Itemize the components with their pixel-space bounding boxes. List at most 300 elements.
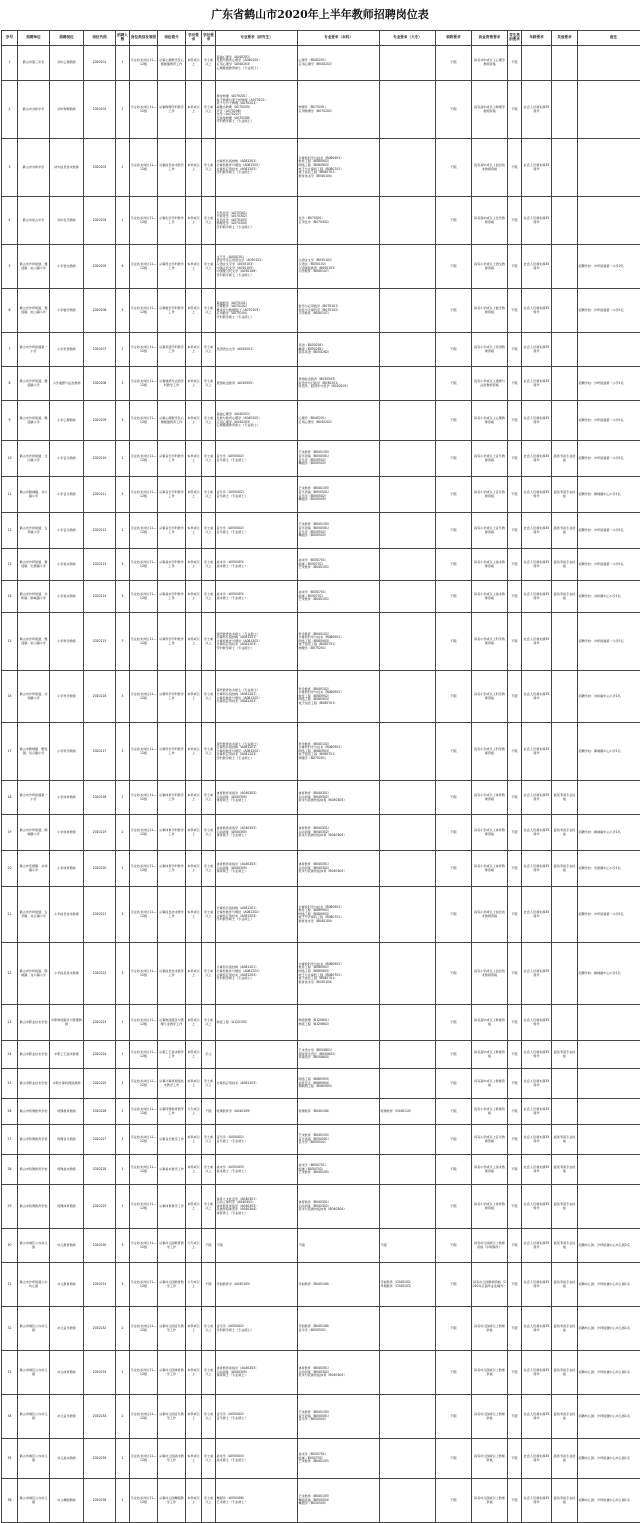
table-cell: 2020222 <box>84 943 116 1005</box>
table-cell: 不限 <box>298 1229 380 1263</box>
table-cell: 社会人员须未满35周岁 <box>522 581 552 613</box>
table-cell: 本科或以上 <box>186 1307 202 1351</box>
table-cell <box>380 1395 436 1439</box>
table-cell: 从事物流服务与管理专业教学工作 <box>158 1005 186 1041</box>
table-cell: 鹤山市沙坪街道公办幼儿园 <box>18 1263 50 1307</box>
table-cell: 专业技术岗位11—12级 <box>130 441 158 477</box>
table-cell: 学士或以上 <box>202 477 216 513</box>
table-cell: 学士或以上 <box>202 46 216 81</box>
table-cell: 21 <box>2 887 18 943</box>
table-cell <box>380 1155 436 1185</box>
table-cell: 本科或以上 <box>186 1125 202 1155</box>
table-cell: 2020209 <box>84 401 116 441</box>
table-cell: 2020208 <box>84 367 116 401</box>
table-row <box>2 289 640 333</box>
table-cell: 面试考查专业技能 <box>552 1479 578 1523</box>
table-cell: 专业技术岗位11—12级 <box>130 1229 158 1263</box>
table-cell: 不限 <box>508 401 522 441</box>
table-cell <box>552 1099 578 1125</box>
table-cell: 小学科学教师 <box>50 613 84 671</box>
table-cell: 专业技术岗位11—12级 <box>130 513 158 549</box>
table-cell: 不限 <box>436 81 472 139</box>
table-cell: 具有小学或以上英语教师资格 <box>472 333 508 367</box>
table-cell: 现代教育技术硕士（专业硕士） 计算机系统结构（A081201） 计算机软件与理论（A081202） 计算机应用技术（A081203） 学科教学硕士（专业硕士） <box>216 613 298 671</box>
table-cell: 3 <box>116 549 130 581</box>
table-cell: 不限 <box>436 671 472 723</box>
table-cell: 专业技术岗位11—12级 <box>130 1395 158 1439</box>
table-cell: 学士或以上 <box>202 549 216 581</box>
table-cell: 从事美术学科教学工作 <box>158 549 186 581</box>
table-cell: 本科或以上 <box>186 333 202 367</box>
table-cell: 专业技术岗位11—12级 <box>130 1155 158 1185</box>
table-cell: 专业技术岗位11—12级 <box>130 1041 158 1069</box>
table-cell: 3 <box>116 367 130 401</box>
table-cell <box>380 245 436 289</box>
table-cell: 鹤山市沙坪街道第一小学 <box>18 333 50 367</box>
table-cell: 2020205 <box>84 245 116 289</box>
table-cell: 鹤山市职业技术学校 <box>18 1041 50 1069</box>
table-cell: 具有小学或以上数学教师资格 <box>472 289 508 333</box>
table-cell: 从事体育学科教学工作 <box>158 851 186 887</box>
table-cell: 初中物理教师 <box>50 81 84 139</box>
table-cell: 鹤山市职业技术学校 <box>18 1069 50 1099</box>
table-cell: 具有高中或以上信息技术教师资格 <box>472 139 508 197</box>
table-cell: 不限 <box>436 851 472 887</box>
table-cell: 体育教育训练学（A040303） 运动训练（A040305） 体育硕士（专业硕士） <box>216 781 298 815</box>
table-cell: 社会人员须未满35周岁 <box>522 549 552 581</box>
table-cell: 2020233 <box>84 1351 116 1395</box>
page-title: 广东省鹤山市2020年上半年教师招聘岗位表 <box>1 0 639 30</box>
table-cell: 1 <box>116 139 130 197</box>
table-cell: 2020216 <box>84 671 116 723</box>
table-cell: 科学教育（B040102） 计算机科学与技术（B080901） 网络工程（B080903） 电子信息工程（B080701） 物理学（B070201） <box>298 613 380 671</box>
table-cell: 专业技术岗位11—12级 <box>130 943 158 1005</box>
table-row <box>2 367 640 401</box>
table-cell: 从事体育教学工作 <box>158 1185 186 1229</box>
table-cell: 学士或以上 <box>202 943 216 1005</box>
table-cell: 1 <box>116 46 130 81</box>
table-cell: 2020213 <box>84 549 116 581</box>
table-cell <box>578 46 640 81</box>
table-cell: 心理学（B040201） 应用心理学（B040202） <box>298 401 380 441</box>
table-cell: 面试考查专业技能 <box>552 1041 578 1069</box>
table-cell: 社会人员须未满35周岁 <box>522 1041 552 1069</box>
table-cell: 鹤山市沙坪街道、龙口镇小学 <box>18 441 50 477</box>
table-cell: 从事道德与法治学科教学工作 <box>158 367 186 401</box>
table-cell: 不限 <box>436 367 472 401</box>
table-cell: 从事美术教学工作 <box>158 1155 186 1185</box>
table-cell: 从事体育学科教学工作 <box>158 815 186 851</box>
table-row <box>2 1099 640 1125</box>
table-cell: 17 <box>2 723 18 781</box>
table-cell: 学士或以上 <box>202 1439 216 1479</box>
table-cell: 具有小学或以上科学教师资格 <box>472 613 508 671</box>
recruitment-table <box>1 30 640 1523</box>
table-cell: 2020223 <box>84 1005 116 1041</box>
table-cell: 具有小学或以上信息技术教师资格 <box>472 887 508 943</box>
table-cell: 2020207 <box>84 333 116 367</box>
table-cell: 2020229 <box>84 1185 116 1229</box>
table-cell: 本科或以上 <box>186 581 202 613</box>
table-cell: 1 <box>116 1041 130 1069</box>
table-cell: 招聘学校：沙坪街道第一小学1名 <box>578 289 640 333</box>
table-cell: 科学教育（B040102） 计算机科学与技术（B080901） 软件工程（B080902） 网络工程（B080903） 电子信息工程（B080701） <box>298 671 380 723</box>
table-cell: 不限 <box>508 367 522 401</box>
table-row <box>2 1005 640 1041</box>
table-cell: 鹤山市沙坪街道、古劳镇、双合镇小学 <box>18 887 50 943</box>
table-cell: 3 <box>2 139 18 197</box>
table-row <box>2 613 640 671</box>
table-cell: 专业技术岗位11—12级 <box>130 1185 158 1229</box>
table-cell: 专业技术岗位11—12级 <box>130 781 158 815</box>
table-cell: 不限 <box>508 1125 522 1155</box>
table-cell: 社会人员须未满35周岁 <box>522 1069 552 1099</box>
table-cell: 小学体育教师 <box>50 815 84 851</box>
table-cell: 13 <box>2 549 18 581</box>
table-cell: 鹤山市宅梧镇、共和镇小学 <box>18 851 50 887</box>
table-cell: 23 <box>2 1005 18 1041</box>
table-cell: 从事数学学科教学工作 <box>158 289 186 333</box>
table-cell <box>380 1351 436 1395</box>
table-cell <box>380 139 436 197</box>
table-cell: 本科或以上 <box>186 1351 202 1395</box>
table-cell: 本科或以上 <box>186 1041 202 1069</box>
table-cell: 专业技术岗位11—12级 <box>130 851 158 887</box>
table-cell: 专业技术岗位11—12级 <box>130 723 158 781</box>
table-cell: 招聘学校：沙坪街道第一小学1名 <box>578 367 640 401</box>
table-cell: 从事幼儿园音乐教学工作 <box>158 1307 186 1351</box>
table-cell: 从事幼儿园教育教学工作 <box>158 1229 186 1263</box>
table-cell <box>380 723 436 781</box>
table-cell: 从事信息技术教学工作 <box>158 887 186 943</box>
table-cell: 1 <box>116 1125 130 1155</box>
table-cell: 体育教育（B040301） 运动训练（B040302） 武术与民族传统体育（B040304） <box>298 851 380 887</box>
table-cell: 美术学（A050403） 美术硕士（专业硕士） <box>216 581 298 613</box>
table-cell: 学士或以上 <box>202 1155 216 1185</box>
table-cell: 1 <box>2 46 18 81</box>
table-cell: 2020201 <box>84 46 116 81</box>
table-cell: 具有小学或以上体育教师资格 <box>472 781 508 815</box>
table-cell: 小学道德与法治教师 <box>50 367 84 401</box>
table-cell: 具有小学或以上体育教师资格 <box>472 815 508 851</box>
table-cell: 35 <box>2 1439 18 1479</box>
table-cell: 不限 <box>508 887 522 943</box>
table-cell: 不限 <box>436 197 472 245</box>
table-cell: 幼儿音乐教师 <box>50 1395 84 1439</box>
table-cell: 5 <box>2 245 18 289</box>
table-cell <box>552 613 578 671</box>
table-cell: 学士或以上 <box>202 1395 216 1439</box>
table-cell: 具有小学或以上体育教师资格 <box>472 851 508 887</box>
table-cell <box>380 581 436 613</box>
column-header: 专业要求（研究生） <box>216 31 298 46</box>
table-cell: 专业技术岗位11—12级 <box>130 1263 158 1307</box>
table-cell: 3 <box>116 1263 130 1307</box>
table-cell: 鹤山市城区公办幼儿园 <box>18 1229 50 1263</box>
table-cell: 不限 <box>508 477 522 513</box>
table-cell: 面试考查专业技能 <box>552 1229 578 1263</box>
table-cell: 鹤山市特殊教育学校 <box>18 1125 50 1155</box>
table-cell: 本科或以上 <box>186 139 202 197</box>
table-cell <box>552 723 578 781</box>
table-cell <box>552 289 578 333</box>
table-cell: 27 <box>2 1125 18 1155</box>
table-cell: 不限 <box>202 1099 216 1125</box>
table-cell <box>380 1005 436 1041</box>
table-cell: 社会人员须未满35周岁 <box>522 333 552 367</box>
table-cell: 学士或以上 <box>202 613 216 671</box>
table-cell: 鹤山市沙坪街道、雅瑶镇、址山镇小学 <box>18 613 50 671</box>
table-cell: 具有小学或以上体育教师资格 <box>472 1185 508 1229</box>
table-cell: 具有小学或以上音乐教师资格 <box>472 477 508 513</box>
table-cell: 具有小学或以上音乐教师资格 <box>472 1125 508 1155</box>
table-cell: 学士或以上 <box>202 139 216 197</box>
table-cell: 25 <box>2 1069 18 1099</box>
table-cell: 招聘幼儿园：沙坪街道中心幼儿园1名 <box>578 1439 640 1479</box>
table-cell: 专业技术岗位11—12级 <box>130 477 158 513</box>
table-row <box>2 1479 640 1523</box>
table-cell: 具有初中或以上心理学教师资格 <box>472 46 508 81</box>
table-cell: 不限 <box>436 887 472 943</box>
table-cell: 具有高中或以上教师资格 <box>472 1041 508 1069</box>
table-cell: 特殊教育学（A040109） <box>216 1099 298 1125</box>
column-header: 招聘岗位 <box>50 31 84 46</box>
table-cell: 小学音乐教师 <box>50 441 84 477</box>
table-cell: 鹤山市城区公办幼儿园 <box>18 1351 50 1395</box>
table-cell: 学士 <box>202 1041 216 1069</box>
table-cell: 小学美术教师 <box>50 581 84 613</box>
column-header: 岗位简介 <box>158 31 186 46</box>
table-cell: 英语语言文学（A050201） <box>216 333 298 367</box>
table-row <box>2 1307 640 1351</box>
table-cell: 2020210 <box>84 441 116 477</box>
table-cell: 鹤山市特殊教育学校 <box>18 1099 50 1125</box>
table-cell: 鹤山市沙坪街道、鹤城镇小学 <box>18 815 50 851</box>
table-cell: 本科或以上 <box>186 613 202 671</box>
table-cell <box>380 441 436 477</box>
table-cell: 鹤山市沙坪街道、共和镇小学 <box>18 671 50 723</box>
table-cell: 体育教育训练学（A040303） 运动训练（A040305） 体育硕士（专业硕士） <box>216 1351 298 1395</box>
table-cell: 幼儿美术教师 <box>50 1439 84 1479</box>
table-cell: 鹤山市沙坪街道、雅瑶镇、址山镇小学 <box>18 289 50 333</box>
table-cell: 学士或以上 <box>202 401 216 441</box>
table-cell: 面试考查专业技能 <box>552 1395 578 1439</box>
table-row <box>2 815 640 851</box>
table-cell: 学士或以上 <box>202 887 216 943</box>
table-cell: 招聘学校：鹤城镇中心小学1名 <box>578 943 640 1005</box>
table-cell: 2020212 <box>84 513 116 549</box>
table-cell: 鹤山市城区公办幼儿园 <box>18 1479 50 1523</box>
table-cell: 本科或以上 <box>186 1005 202 1041</box>
table-cell: 不限 <box>508 1229 522 1263</box>
table-cell: 专业技术岗位11—12级 <box>130 81 158 139</box>
table-cell: 从事幼儿园舞蹈教学工作 <box>158 1479 186 1523</box>
table-cell: 小学数学教师 <box>50 289 84 333</box>
table-row <box>2 1041 640 1069</box>
table-cell: 不限 <box>508 333 522 367</box>
table-row <box>2 1155 640 1185</box>
table-row <box>2 723 640 781</box>
table-cell: 学前教育（B040106） 音乐学（B050502） <box>298 1307 380 1351</box>
table-cell: 英语（B050201） 翻译（B050261） 商务英语（B050262） <box>298 333 380 367</box>
table-row <box>2 139 640 197</box>
table-cell: 学士或以上 <box>202 289 216 333</box>
table-cell: 2020203 <box>84 139 116 197</box>
table-cell: 具有小学或以上科学教师资格 <box>472 671 508 723</box>
table-cell: 艺术设计学（B050801） 视觉传达设计（B050802） 环境设计（B050803） <box>298 1041 380 1069</box>
table-cell <box>578 1125 640 1155</box>
table-cell: 鹤山市共和中学 <box>18 81 50 139</box>
table-cell: 不限 <box>380 1229 436 1263</box>
table-cell: 2020206 <box>84 289 116 333</box>
table-cell <box>552 671 578 723</box>
table-cell <box>380 943 436 1005</box>
table-cell: 不限 <box>436 1351 472 1395</box>
table-cell: 专业技术岗位11—12级 <box>130 1307 158 1351</box>
table-cell: 幼儿教育教师 <box>50 1229 84 1263</box>
table-cell: 专业技术岗位11—12级 <box>130 1125 158 1155</box>
table-cell: 招聘学校：沙坪街道第一小学1名 <box>578 613 640 671</box>
table-cell: 招聘学校：沙坪街道第一小学1名 <box>578 441 640 477</box>
table-cell: 物理学（B070201） 应用物理学（B070202） <box>298 81 380 139</box>
table-cell: 2 <box>116 1479 130 1523</box>
table-cell: 不限 <box>436 1099 472 1125</box>
table-cell: 小学音乐教师 <box>50 477 84 513</box>
table-cell: 不限 <box>508 1351 522 1395</box>
table-cell <box>552 1005 578 1041</box>
table-cell: 从事幼儿园教育教学工作 <box>158 1263 186 1307</box>
table-cell: 从事特殊教育教学工作 <box>158 1099 186 1125</box>
table-cell: 学士或以上 <box>202 781 216 815</box>
table-cell: 从事心理教学及心理健康教育工作 <box>158 46 186 81</box>
table-cell <box>380 367 436 401</box>
table-cell: 专业技术岗位11—12级 <box>130 815 158 851</box>
table-cell: 招聘学校：鹤城镇中心小学1名 <box>578 477 640 513</box>
table-cell: 面试考查专业技能 <box>552 477 578 513</box>
table-cell: 24 <box>2 1041 18 1069</box>
table-cell: 学士或以上 <box>202 671 216 723</box>
table-cell: 计算机科学与技术（B080901） 软件工程（B080902） 网络工程（B080903） 电子与计算机工程（B080701） 教育技术学（B040104） <box>298 887 380 943</box>
table-cell: 社会人员须未满35周岁 <box>522 1307 552 1351</box>
table-cell: 2020226 <box>84 1099 116 1125</box>
table-cell: 不限 <box>508 613 522 671</box>
table-cell: 36 <box>2 1479 18 1523</box>
table-cell: 不限 <box>508 549 522 581</box>
table-cell: 不限 <box>436 1069 472 1099</box>
table-cell: 中职计算机网络教师 <box>50 1069 84 1099</box>
table-cell: 面试考查专业技能 <box>552 781 578 815</box>
table-row <box>2 943 640 1005</box>
table-cell: 招聘学校：沙坪街道第一小学1名 <box>578 513 640 549</box>
table-cell: 不限 <box>508 1395 522 1439</box>
table-cell: 本科或以上 <box>186 549 202 581</box>
table-cell <box>552 245 578 289</box>
table-cell: 体育人文社会学（A040301） 运动人体科学（A040302） 体育教育训练学（A040303） 民族传统体育学（A040304） 体育硕士（专业硕士） <box>216 1185 298 1229</box>
table-cell: 不限 <box>508 851 522 887</box>
table-cell: 专业技术岗位11—12级 <box>130 1099 158 1125</box>
table-cell: 10 <box>2 441 18 477</box>
table-cell: 艺术教育（B040105） 音乐表演（B050501） 音乐学（B050502） <box>298 1395 380 1439</box>
table-cell: 音乐学（A050402） 音乐硕士（专业硕士） <box>216 1395 298 1439</box>
table-cell: 学士或以上 <box>202 1069 216 1099</box>
column-header: 专业要求（大专） <box>380 31 436 46</box>
table-cell: 3 <box>116 887 130 943</box>
table-cell <box>552 197 578 245</box>
table-cell <box>380 333 436 367</box>
table-cell: 美术学（B050701） 绘画（B050702） 艺术教育（B040105） <box>298 549 380 581</box>
column-header: 招聘人数 <box>116 31 130 46</box>
table-cell: 鹤山市沙坪街道、雅瑶镇小学 <box>18 367 50 401</box>
column-header: 专业要求（本科） <box>298 31 380 46</box>
table-cell: 学士或以上 <box>202 1307 216 1351</box>
table-cell: 特殊教育（B040108） <box>298 1099 380 1125</box>
table-cell: 2020232 <box>84 1307 116 1351</box>
table-cell: 学士或以上 <box>202 441 216 477</box>
table-cell: 学士或以上 <box>202 1125 216 1155</box>
table-cell: 不限 <box>508 943 522 1005</box>
column-header: 岗位类别及等级 <box>130 31 158 46</box>
table-cell: 从事音乐学科教学工作 <box>158 513 186 549</box>
table-cell: 2020228 <box>84 1155 116 1185</box>
table-cell: 16 <box>2 671 18 723</box>
table-cell: 2 <box>116 441 130 477</box>
table-cell: 社会人员须未满35周岁 <box>522 513 552 549</box>
table-cell: 社会人员须未满35周岁 <box>522 815 552 851</box>
column-header: 招聘单位 <box>18 31 50 46</box>
table-cell: 具有小学或以上道德与法治教师资格 <box>472 367 508 401</box>
table-cell: 从事物理学科教学工作 <box>158 81 186 139</box>
table-cell: 特殊美术教师 <box>50 1155 84 1185</box>
table-cell: 1 <box>116 1005 130 1041</box>
table-cell: 具有幼儿园或以上教师资格（中职除外） <box>472 1229 508 1263</box>
table-cell: 不限 <box>216 1229 298 1263</box>
table-cell: 3 <box>116 401 130 441</box>
table-cell: 本科或以上 <box>186 1479 202 1523</box>
table-cell: 计算机系统结构（A081201） 计算机软件与理论（A081202） 计算机应用技术（A081203） 学科教学硕士（专业硕士） <box>216 887 298 943</box>
table-cell: 招聘学校：沙坪街道第一小学1名 <box>578 401 640 441</box>
table-cell <box>380 1125 436 1155</box>
table-cell: 本科或以上 <box>186 245 202 289</box>
table-cell: 专业技术岗位11—12级 <box>130 1439 158 1479</box>
table-cell: 招聘学校：沙坪街道第一小学1名 <box>578 887 640 943</box>
table-cell: 招聘学校：共和镇中心小学1名 <box>578 671 640 723</box>
table-row <box>2 549 640 581</box>
table-cell: 本科或以上 <box>186 943 202 1005</box>
table-cell: 学士或以上 <box>202 815 216 851</box>
table-cell: 28 <box>2 1155 18 1185</box>
table-cell: 不限 <box>436 1005 472 1041</box>
table-cell: 面试考查专业技能 <box>552 581 578 613</box>
table-cell: 社会人员须未满35周岁 <box>522 245 552 289</box>
table-cell: 社会人员须未满35周岁 <box>522 1005 552 1041</box>
table-cell <box>578 139 640 197</box>
table-cell <box>552 81 578 139</box>
column-header: 岗位代码 <box>84 31 116 46</box>
table-cell: 本科或以上 <box>186 1069 202 1099</box>
table-cell: 不限 <box>508 513 522 549</box>
table-cell: 12 <box>2 513 18 549</box>
table-cell: 具有小学或以上信息技术教师资格 <box>472 943 508 1005</box>
table-cell: 26 <box>2 1099 18 1125</box>
table-cell: 科学教育（B040102） 计算机科学与技术（B080901） 网络工程（B080903） 电子信息工程（B080701） 物理学（B070201） <box>298 723 380 781</box>
table-cell: 社会人员须未满35周岁 <box>522 401 552 441</box>
table-cell: 18 <box>2 781 18 815</box>
table-cell: 体育教育（B040301） 运动训练（B040302） 武术与民族传统体育（B040304） <box>298 1351 380 1395</box>
table-cell <box>578 1041 640 1069</box>
table-cell: 2 <box>116 513 130 549</box>
table-cell: 小学信息技术教师 <box>50 887 84 943</box>
table-cell: 不限 <box>436 1041 472 1069</box>
